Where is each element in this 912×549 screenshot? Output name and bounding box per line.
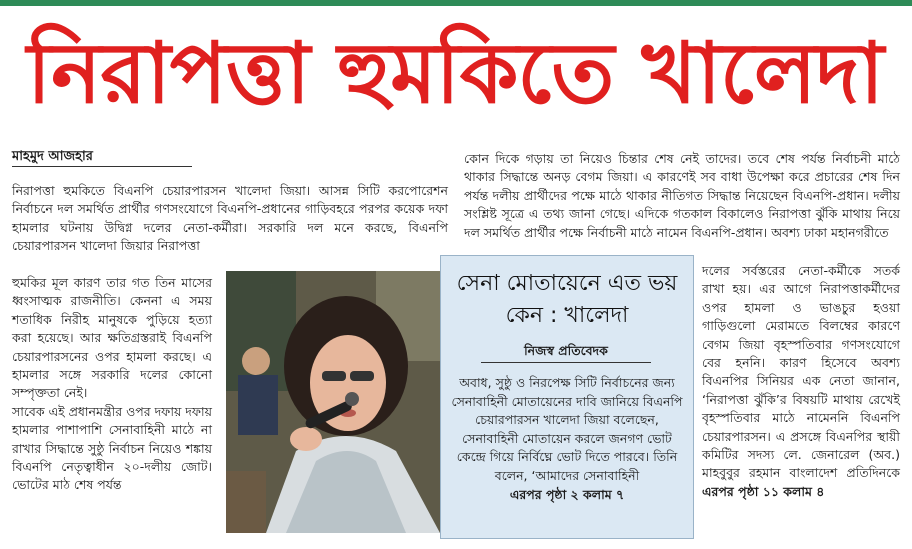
- story-paragraph: [702, 262, 900, 501]
- main-headline: নিরাপত্তা হুমকিতে খালেদা: [27, 24, 883, 122]
- story-column-right-narrow: [702, 262, 900, 501]
- story-paragraph: কোন দিকে গড়ায় তা নিয়েও চিন্তার শেষ নেই তাদের। তবে শেষ পর্যন্ত নির্বাচনী মাঠে থাকার সিদ্ধান্তে অনড় বেগম জিয়া। এ কারণেই সব বাধা উপেক্ষা করে প্রচারের শেষ দিন পর্যন্ত দলীয় প্রার্থীদের পক্ষে মাঠে থাকার নীতিগত সিদ্ধান্ত নিয়েছেন বিএনপি-প্রধান। দলীয় সংশ্লিষ্ট সূত্রে এ তথ্য জানা গেছে। এদিকে গতকাল বিকালেও নিরাপত্তা ঝুঁকি মাথায় নিয়ে দল সমর্থিত প্রার্থীর পক্ষে নির্বাচনী মাঠে নামেন বিএনপি-প্রধান। অবশ্য ঢাকা মহানগরীতে: [464, 151, 900, 240]
- story-column-right-top: [464, 150, 900, 242]
- story-paragraph: হুমকির মূল কারণ তার গত তিন মাসের ধ্বংসাত্মক রাজনীতি। কেননা এ সময় শতাধিক নিরীহ মানুষকে পুড়িয়ে হত্যা করা হয়েছে। আর ক্ষতিগ্রস্তরাই বিএনপি চেয়ারপারসনের ওপর হামলা করছে। এ হামলার সঙ্গে সরকারি দলের কোনো সম্পৃক্ততা নেই।: [12, 275, 212, 401]
- inset-reporter: নিজস্ব প্রতিবেদক: [481, 342, 651, 363]
- inset-continuation-jump: এরপর পৃষ্ঠা ২ কলাম ৭: [509, 486, 625, 502]
- story-column-left-top: [12, 182, 448, 256]
- inset-story-box: [440, 255, 694, 539]
- inset-body: [451, 374, 683, 504]
- inset-body-text: অবাধ, সুষ্ঠু ও নিরপেক্ষ সিটি নির্বাচনের জন্য সেনাবাহিনী মোতায়েনের দাবি জানিয়ে বিএনপি চেয়ারপারসন খালেদা জিয়া বলেছেন, সেনাবাহিনী মোতায়েন করলে জনগণ ভোট কেন্দ্রে গিয়ে নির্বিঘ্নে ভোট দিতে পারবে। তিনি বলেন, ‘আমাদের সেনাবাহিনী: [451, 375, 683, 483]
- story-paragraph: নিরাপত্তা হুমকিতে বিএনপি চেয়ারপারসন খালেদা জিয়া। আসন্ন সিটি করপোরেশন নির্বাচনে দল সমর্থিত প্রার্থীর গণসংযোগে বিএনপি-প্রধানের গাড়িবহরে পরপর কয়েক দফা হামলার ঘটনায় উদ্বিগ্ন দলের নেতা-কর্মীরা। সরকারি দল মনে করছে, বিএনপি চেয়ারপারসন খালেদা জিয়ার নিরাপত্তা: [12, 183, 448, 254]
- inset-headline: সেনা মোতায়েনে এত ভয় কেন : খালেদা: [456, 271, 678, 328]
- top-color-bar: [0, 0, 912, 6]
- byline: মাহমুদ আজহার: [12, 148, 192, 167]
- speaker-photo: [226, 271, 440, 533]
- continuation-jump: এরপর পৃষ্ঠা ১১ কলাম ৪: [702, 483, 825, 499]
- story-paragraph: সাবেক এই প্রধানমন্ত্রীর ওপর দফায় দফায় হামলার পাশাপাশি সেনাবাহিনী মাঠে না রাখার সিদ্ধান্তে সুষ্ঠু নির্বাচন নিয়েও শঙ্কায় বিএনপি নেতৃত্বাধীন ২০-দলীয় জোট। ভোটের মাঠ শেষ পর্যন্ত: [12, 403, 212, 493]
- story-column-left-narrow: [12, 274, 212, 495]
- story-text: দলের সর্বস্তরের নেতা-কর্মীকে সতর্ক রাখা হয়। এর আগে নিরাপত্তাকর্মীদের ওপর হামলা ও ভাঙচুর হওয়া গাড়িগুলো মেরামতে বিলম্বের কারণে বেগম জিয়া বৃহস্পতিবার গণসংযোগে বের হননি। কারণ হিসেবে অবশ্য বিএনপির সিনিয়র এক নেতা জানান, ‘নিরাপত্তা ঝুঁকি’র বিষয়টি মাথায় রেখেই বৃহস্পতিবার মাঠে নামেননি বিএনপি চেয়ারপারসন। এ প্রসঙ্গে বিএনপির স্থায়ী কমিটির সদস্য লে. জেনারেল (অব.) মাহবুবুর রহমান বাংলাদেশ প্রতিদিনকে: [702, 263, 900, 481]
- woman-with-microphone-image: [226, 271, 440, 533]
